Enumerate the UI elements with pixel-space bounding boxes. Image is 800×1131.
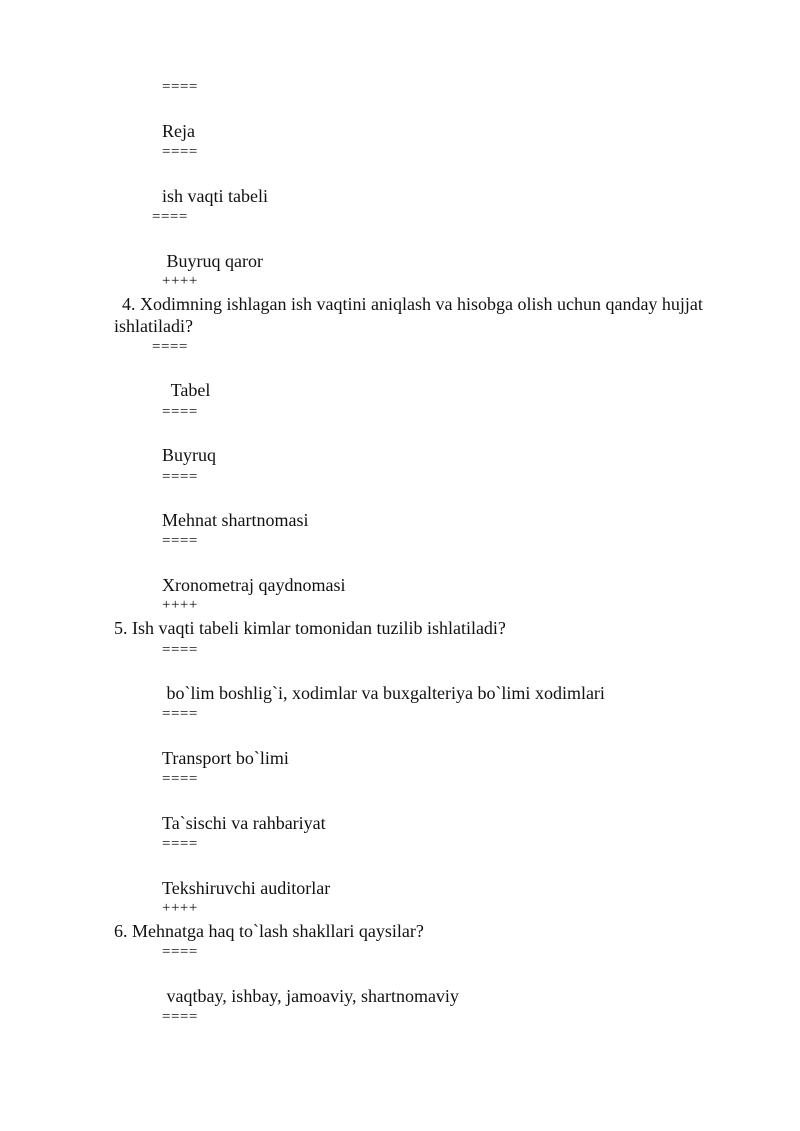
separator-line: ==== xyxy=(162,533,198,549)
question-text: 5. Ish vaqti tabeli kimlar tomonidan tuzilib ishlatiladi? xyxy=(114,618,506,638)
answer-option: ish vaqti tabeli xyxy=(162,186,268,206)
separator-line: ==== xyxy=(162,79,198,95)
answer-option: bo`lim boshlig`i, xodimlar va buxgalteriya bo`limi xodimlari xyxy=(162,683,605,703)
separator-line: ==== xyxy=(162,144,198,160)
separator-line: ==== xyxy=(162,706,198,722)
answer-option: Ta`sischi va rahbariyat xyxy=(162,813,326,833)
separator-line: ==== xyxy=(162,1009,198,1025)
separator-line: ==== xyxy=(152,339,188,355)
question-text-continued: ishlatiladi? xyxy=(114,316,193,336)
answer-end-marker: ++++ xyxy=(162,900,198,916)
answer-option: Tabel xyxy=(162,380,211,400)
separator-line: ==== xyxy=(162,642,198,658)
answer-option: vaqtbay, ishbay, jamoaviy, shartnomaviy xyxy=(162,986,459,1006)
separator-line: ==== xyxy=(162,404,198,420)
answer-end-marker: ++++ xyxy=(162,597,198,613)
separator-line: ==== xyxy=(162,469,198,485)
separator-line: ==== xyxy=(162,836,198,852)
question-text: 6. Mehnatga haq to`lash shakllari qaysilar? xyxy=(114,921,424,941)
separator-line: ==== xyxy=(162,944,198,960)
answer-option: Tekshiruvchi auditorlar xyxy=(162,878,331,898)
answer-option: Buyruq xyxy=(162,445,216,465)
separator-line: ==== xyxy=(162,771,198,787)
answer-end-marker: ++++ xyxy=(162,273,198,289)
answer-option: Reja xyxy=(162,121,195,141)
question-text: 4. Xodimning ishlagan ish vaqtini aniqlash va hisobga olish uchun qanday hujjat xyxy=(122,294,703,314)
answer-option: Mehnat shartnomasi xyxy=(162,510,309,530)
answer-option: Buyruq qaror xyxy=(162,251,263,271)
answer-option: Xronometraj qaydnomasi xyxy=(162,575,346,595)
separator-line: ==== xyxy=(152,209,188,225)
answer-option: Transport bo`limi xyxy=(162,748,289,768)
